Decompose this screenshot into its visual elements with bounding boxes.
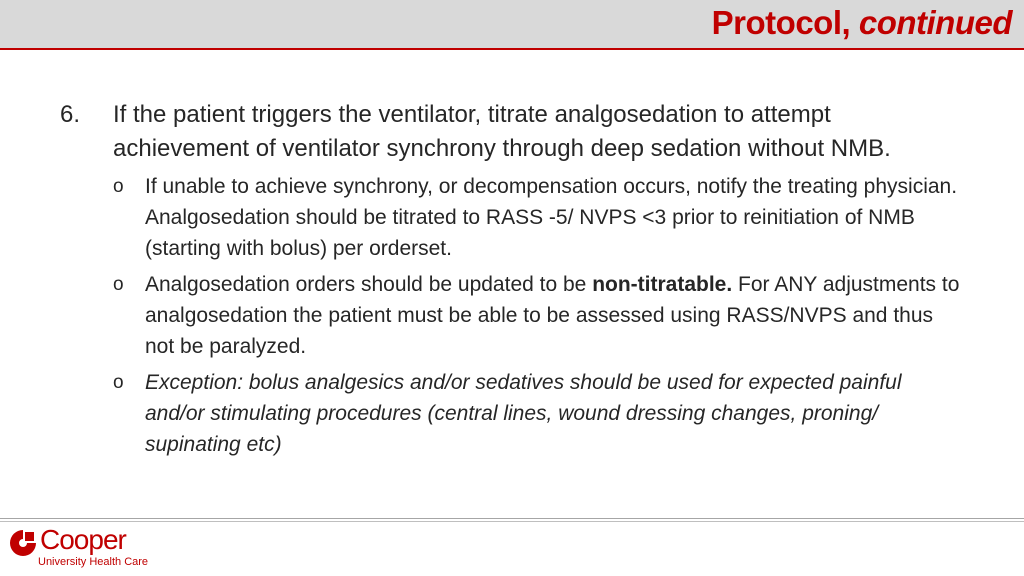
- sub-item-exception: [113, 367, 960, 460]
- sub-item-text-after: For ANY adjustments to analgosedation the patient must be able to be assessed using RASS/NVPS and thus not be paralyzed.: [145, 273, 960, 358]
- slide-content: [60, 98, 960, 465]
- bullet-icon: o: [113, 372, 124, 393]
- sub-item-orders: [113, 269, 960, 362]
- sub-item-text: If unable to achieve synchrony, or decompensation occurs, notify the treating physician. Analgosedation should be titrated to RASS -5/ NVPS <3 prior to reinitiation of NMB (starting with bolus) per orderset.: [145, 175, 958, 260]
- bullet-icon: o: [113, 274, 124, 295]
- cooper-logo-icon: [8, 528, 38, 558]
- slide-title: [712, 4, 1012, 42]
- sub-item-text-before: Analgosedation orders should be updated to be: [145, 273, 593, 296]
- list-item-6: [60, 98, 960, 166]
- list-item-text: If the patient triggers the ventilator, titrate analgosedation to attempt achievement of ventilator synchrony through deep sedation without NMB.: [113, 101, 891, 162]
- sub-item-text: Exception: bolus analgesics and/or sedatives should be used for expected painful and/or stimulating procedures (central lines, wound dressing changes, proning/ supinating etc): [145, 371, 902, 456]
- header-divider: [0, 48, 1024, 50]
- title-main: Protocol,: [711, 4, 859, 41]
- logo-name: Cooper: [40, 524, 126, 555]
- footer-divider-bottom: [0, 521, 1024, 522]
- logo-subtitle: University Health Care: [38, 556, 149, 568]
- bullet-icon: o: [113, 176, 124, 197]
- list-number: 6.: [60, 101, 81, 128]
- sub-list: [60, 171, 960, 460]
- footer-divider-top: [0, 518, 1024, 519]
- sub-item-text-bold: non-titratable.: [592, 273, 733, 296]
- sub-item-synchrony: [113, 171, 960, 264]
- cooper-logo: [8, 524, 208, 572]
- title-italic: continued: [858, 4, 1012, 41]
